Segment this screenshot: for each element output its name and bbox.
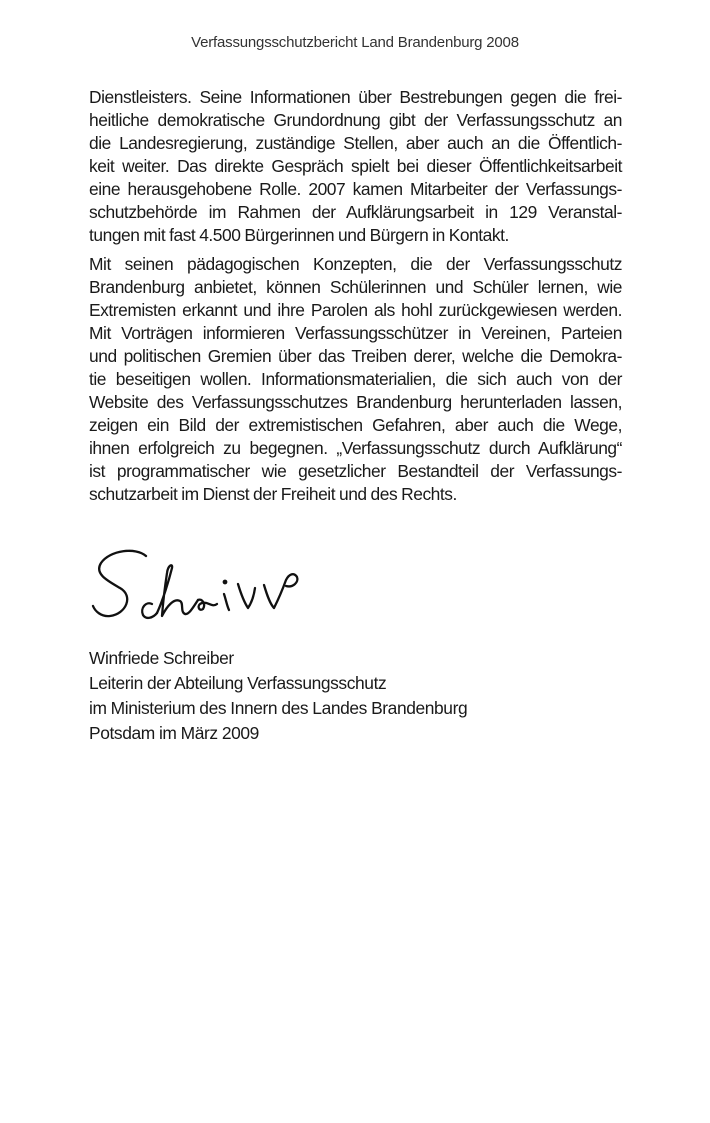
body-text [89,86,622,512]
text-line: Dienstleisters. Seine Informationen über Bestrebungen gegen die frei- [89,87,622,107]
paragraph [89,86,622,247]
text-line: zeigen ein Bild der extremistischen Gefahren, aber auch die Wege, [89,415,622,435]
text-line: Website des Verfassungsschutzes Brandenburg herunterladen lassen, [89,392,622,412]
text-line: und politischen Gremien über das Treiben derer, welche die Demokra- [89,346,622,366]
text-line: Brandenburg anbietet, können Schülerinnen und Schüler lernen, wie [89,277,622,297]
text-line: Mit Vorträgen informieren Verfassungsschützer in Vereinen, Parteien [89,323,622,343]
running-header: Verfassungsschutzbericht Land Brandenburg 2008 [191,34,519,51]
text-line: Extremisten erkannt und ihre Parolen als hohl zurückgewiesen werden. [89,300,622,320]
text-line: ihnen erfolgreich zu begegnen. „Verfassungsschutz durch Aufklärung“ [89,438,622,458]
text-line: schutzbehörde im Rahmen der Aufklärungsarbeit in 129 Veranstal- [89,202,622,222]
text-line: heitliche demokratische Grundordnung gibt der Verfassungsschutz an [89,110,622,130]
text-line: keit weiter. Das direkte Gespräch spielt bei dieser Öffentlichkeitsarbeit [89,156,622,176]
signatory-position: Leiterin der Abteilung Verfassungsschutz [89,673,387,693]
text-line: tungen mit fast 4.500 Bürgerinnen und Bürgern in Kontakt. [89,225,509,245]
sign-off-block [89,646,569,746]
text-line: tie beseitigen wollen. Informationsmaterialien, die sich auch von der [89,369,622,389]
text-line: eine herausgehobene Rolle. 2007 kamen Mitarbeiter der Verfassungs- [89,179,622,199]
text-line: schutzarbeit im Dienst der Freiheit und des Rechts. [89,484,457,504]
place-and-date: Potsdam im März 2009 [89,723,259,743]
text-line: Mit seinen pädagogischen Konzepten, die der Verfassungsschutz [89,254,622,274]
paragraph [89,253,622,506]
text-line: die Landesregierung, zuständige Stellen, aber auch an die Öffentlich- [89,133,622,153]
signature-drawing [88,548,303,626]
signatory-ministry: im Ministerium des Innern des Landes Brandenburg [89,698,468,718]
handwritten-signature [88,548,303,626]
text-line: ist programmatischer wie gesetzlicher Bestandteil der Verfassungs- [89,461,622,481]
signatory-name: Winfriede Schreiber [89,648,234,668]
